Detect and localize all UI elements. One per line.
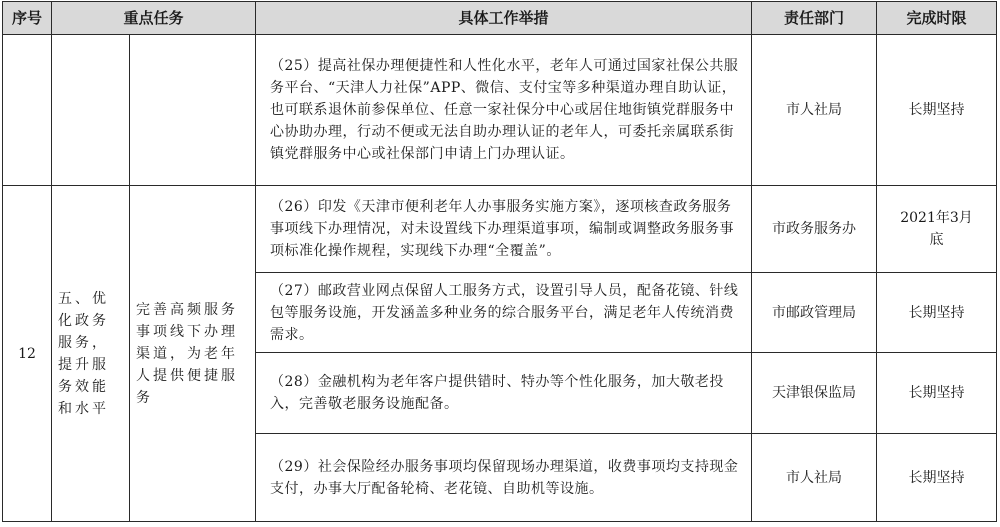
deadline-cell: 长期坚持 — [877, 353, 997, 434]
deadline-cell: 长期坚持 — [877, 273, 997, 353]
table-header-row — [3, 2, 997, 35]
deadline-cell: 长期坚持 — [877, 35, 997, 186]
deadline-cell: 长期坚持 — [877, 434, 997, 522]
header-seq: 序号 — [3, 2, 52, 35]
header-measure: 具体工作举措 — [256, 2, 752, 35]
dept-cell: 市人社局 — [752, 434, 877, 522]
seq-cell — [3, 35, 52, 186]
dept-cell: 市政务服务办 — [752, 186, 877, 273]
table-row — [3, 186, 997, 273]
measure-cell: （25）提高社保办理便捷性和人性化水平，老年人可通过国家社保公共服务平台、“天津人力社保”APP、微信、支付宝等多种渠道办理自助认证，也可联系退休前参保单位、任意一家社保分中心或居住地街镇党群服务中心协助办理，行动不便或无法自助办理认证的老年人，可委托亲属联系街镇党群服务中心或社保部门申请上门办理认证。 — [256, 35, 752, 186]
measures-table — [2, 1, 997, 522]
dept-cell: 天津银保监局 — [752, 353, 877, 434]
task-category-cell: 五、优化政务服务，提升服务效能和水平 — [52, 186, 130, 522]
measure-cell: （27）邮政营业网点保留人工服务方式，设置引导人员，配备花镜、针线包等服务设施，开发涵盖多种业务的综合服务平台，满足老年人传统消费需求。 — [256, 273, 752, 353]
header-task: 重点任务 — [52, 2, 256, 35]
measure-cell: （28）金融机构为老年客户提供错时、特办等个性化服务，加大敬老投入，完善敬老服务设施配备。 — [256, 353, 752, 434]
dept-cell: 市邮政管理局 — [752, 273, 877, 353]
table-row — [3, 35, 997, 186]
header-dept: 责任部门 — [752, 2, 877, 35]
dept-cell: 市人社局 — [752, 35, 877, 186]
header-deadline: 完成时限 — [877, 2, 997, 35]
task-detail-cell — [130, 35, 256, 186]
task-category-cell — [52, 35, 130, 186]
measure-cell: （29）社会保险经办服务事项均保留现场办理渠道，收费事项均支持现金支付，办事大厅配备轮椅、老花镜、自助机等设施。 — [256, 434, 752, 522]
seq-cell: 12 — [3, 186, 52, 522]
deadline-cell: 2021年3月底 — [877, 186, 997, 273]
task-detail-cell: 完善高频服务事项线下办理渠道，为老年人提供便捷服务 — [130, 186, 256, 522]
measure-cell: （26）印发《天津市便利老年人办事服务实施方案》，逐项核查政务服务事项线下办理情况，对未设置线下办理渠道事项，编制或调整政务服务事项标准化操作规程，实现线下办理“全覆盖”。 — [256, 186, 752, 273]
